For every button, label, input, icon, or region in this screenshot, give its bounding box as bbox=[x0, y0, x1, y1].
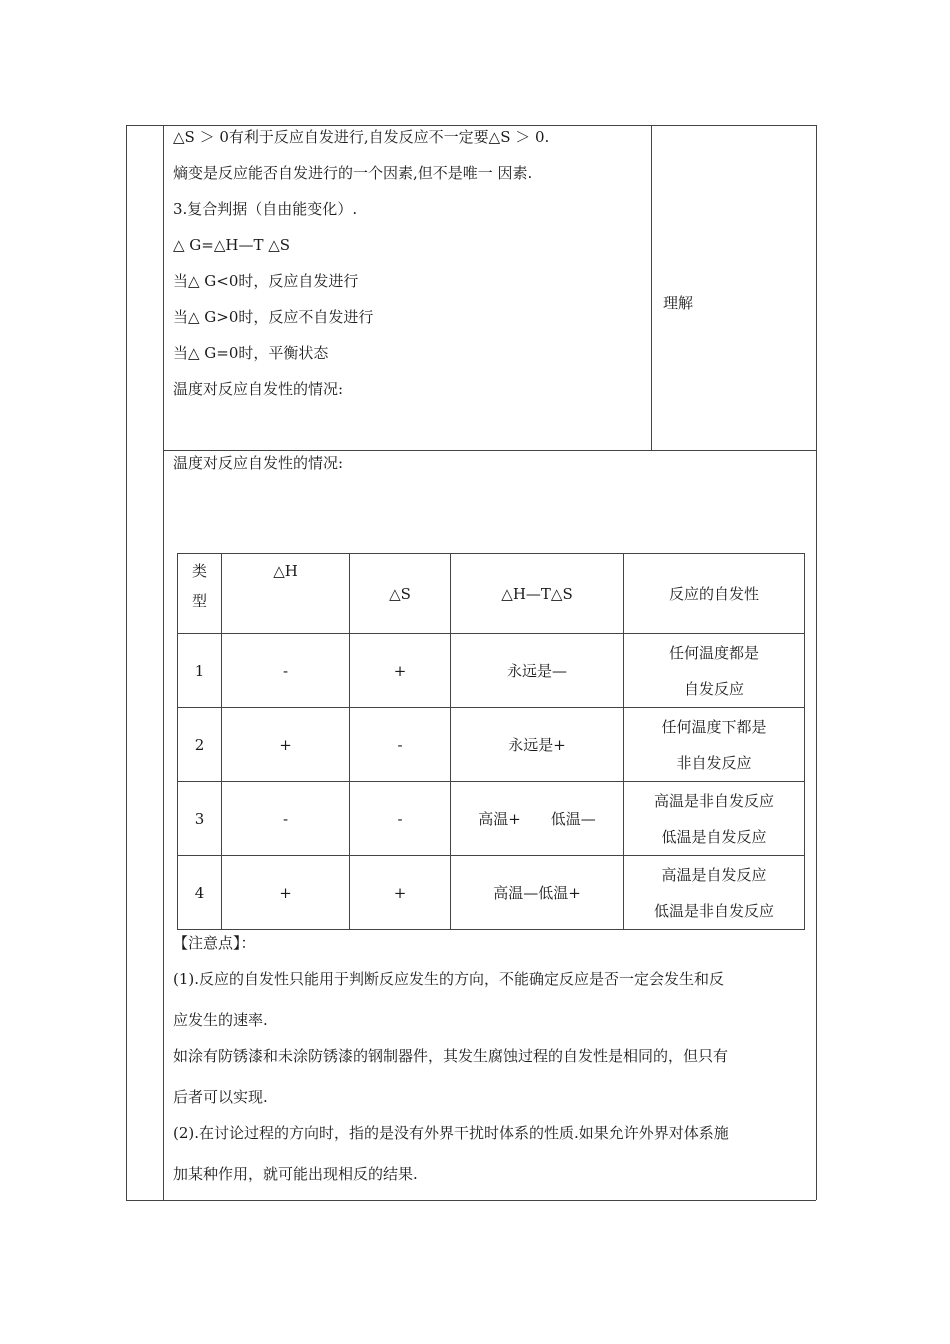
table-row bbox=[178, 856, 805, 930]
cell-type: 3 bbox=[178, 782, 222, 856]
cell-spontaneity: 任何温度都是 自发反应 bbox=[624, 634, 805, 708]
note-line: 如涂有防锈漆和未涂防锈漆的钢制器件，其发生腐蚀过程的自发性是相同的，但只有 bbox=[173, 1047, 729, 1065]
cell-ds: + bbox=[350, 856, 451, 930]
cell-dh-tds: 永远是+ bbox=[451, 708, 624, 782]
note-line: 应发生的速率. bbox=[173, 1011, 268, 1029]
header-type: 类 型 bbox=[178, 554, 222, 634]
side-note: 理解 bbox=[663, 294, 694, 312]
table-row bbox=[178, 708, 805, 782]
frame-left-border bbox=[126, 125, 127, 1200]
frame-bottom-border bbox=[126, 1200, 816, 1201]
header-dh-tds: △H—T△S bbox=[451, 554, 624, 634]
g-zero-line: 当△ G=0时，平衡状态 bbox=[173, 344, 329, 362]
cell-dh: - bbox=[222, 634, 350, 708]
cell-type: 2 bbox=[178, 708, 222, 782]
header-dh: △H bbox=[222, 554, 350, 634]
cell-dh-tds: 高温+ 低温— bbox=[451, 782, 624, 856]
frame-top-border bbox=[126, 125, 816, 126]
note-line: (2).在讨论过程的方向时，指的是没有外界干扰时体系的性质.如果允许外界对体系施 bbox=[173, 1124, 729, 1142]
note-line: (1).反应的自发性只能用于判断反应发生的方向，不能确定反应是否一定会发生和反 bbox=[173, 970, 725, 988]
section-divider bbox=[163, 450, 816, 451]
cell-spontaneity: 任何温度下都是 非自发反应 bbox=[624, 708, 805, 782]
cell-dh: + bbox=[222, 856, 350, 930]
gibbs-formula-line: △ G=△H—T △S bbox=[173, 236, 291, 254]
entropy-line: △S ＞ 0有利于反应自发进行,自发反应不一定要△S ＞ 0. bbox=[173, 128, 550, 146]
cell-spontaneity: 高温是非自发反应 低温是自发反应 bbox=[624, 782, 805, 856]
note-line: 后者可以实现. bbox=[173, 1088, 268, 1106]
cell-spontaneity: 高温是自发反应 低温是非自发反应 bbox=[624, 856, 805, 930]
notes-heading: 【注意点】： bbox=[173, 934, 256, 952]
temperature-heading: 温度对反应自发性的情况: bbox=[173, 454, 344, 472]
table-row bbox=[178, 782, 805, 856]
temperature-heading-upper: 温度对反应自发性的情况: bbox=[173, 380, 344, 398]
cell-ds: - bbox=[350, 708, 451, 782]
cell-ds: - bbox=[350, 782, 451, 856]
entropy-factor-line: 熵变是反应能否自发进行的一个因素,但不是唯一 因素. bbox=[173, 164, 533, 182]
spontaneity-table bbox=[177, 553, 805, 930]
cell-dh-tds: 永远是— bbox=[451, 634, 624, 708]
cell-dh: + bbox=[222, 708, 350, 782]
frame-right-border bbox=[816, 125, 817, 1200]
note-line: 加某种作用，就可能出现相反的结果. bbox=[173, 1165, 418, 1183]
cell-ds: + bbox=[350, 634, 451, 708]
frame-inner-border bbox=[163, 125, 164, 1200]
table-header-row bbox=[178, 554, 805, 634]
cell-type: 4 bbox=[178, 856, 222, 930]
table-row bbox=[178, 634, 805, 708]
cell-type: 1 bbox=[178, 634, 222, 708]
cell-dh-tds: 高温—低温+ bbox=[451, 856, 624, 930]
header-ds: △S bbox=[350, 554, 451, 634]
g-negative-line: 当△ G<0时，反应自发进行 bbox=[173, 272, 359, 290]
side-column-border bbox=[651, 125, 652, 450]
g-positive-line: 当△ G>0时，反应不自发进行 bbox=[173, 308, 374, 326]
cell-dh: - bbox=[222, 782, 350, 856]
composite-criterion-line: 3.复合判据（自由能变化）. bbox=[173, 200, 358, 218]
header-spontaneity: 反应的自发性 bbox=[624, 554, 805, 634]
